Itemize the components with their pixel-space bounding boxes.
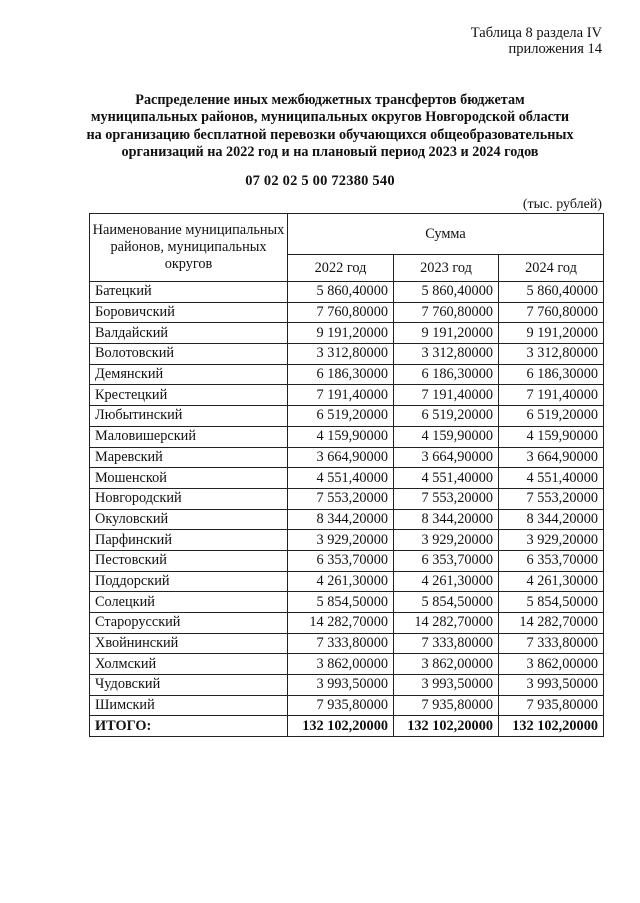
amount-2022: 3 929,20000 [288, 530, 394, 551]
title-line: на организацию бесплатной перевозки обучающихся общеобразовательных [86, 126, 574, 143]
amount-2022: 132 102,20000 [288, 716, 394, 737]
column-header-year: 2023 год [394, 255, 499, 282]
document-title [60, 92, 600, 161]
amount-2023: 3 993,50000 [394, 675, 499, 696]
municipality-name: ИТОГО: [90, 716, 288, 737]
amount-2022: 4 551,40000 [288, 468, 394, 489]
amount-2023: 4 551,40000 [394, 468, 499, 489]
amount-2022: 6 186,30000 [288, 364, 394, 385]
amount-2024: 6 186,30000 [499, 364, 604, 385]
table-row [90, 654, 604, 675]
amount-2022: 3 993,50000 [288, 675, 394, 696]
municipality-name: Шимский [90, 695, 288, 716]
amount-2023: 6 353,70000 [394, 550, 499, 571]
amount-2024: 5 860,40000 [499, 282, 604, 303]
table-row [90, 509, 604, 530]
column-header-municipality: Наименование муниципальных районов, муниципальных округов [90, 214, 288, 282]
column-header-sum: Сумма [288, 214, 604, 255]
amount-2023: 8 344,20000 [394, 509, 499, 530]
amount-2024: 7 191,40000 [499, 385, 604, 406]
amount-2022: 7 191,40000 [288, 385, 394, 406]
amount-2022: 6 519,20000 [288, 406, 394, 427]
title-line: муниципальных районов, муниципальных округов Новгородской области [90, 109, 570, 126]
amount-2022: 14 282,70000 [288, 613, 394, 634]
amount-2022: 7 760,80000 [288, 302, 394, 323]
amount-2024: 9 191,20000 [499, 323, 604, 344]
amount-2022: 6 353,70000 [288, 550, 394, 571]
amount-2022: 3 862,00000 [288, 654, 394, 675]
amount-2023: 5 860,40000 [394, 282, 499, 303]
table-row [90, 364, 604, 385]
amount-2023: 3 312,80000 [394, 344, 499, 365]
amount-2024: 4 551,40000 [499, 468, 604, 489]
amount-2023: 132 102,20000 [394, 716, 499, 737]
amount-2023: 4 159,90000 [394, 426, 499, 447]
table-row [90, 571, 604, 592]
amount-2023: 7 760,80000 [394, 302, 499, 323]
municipality-name: Парфинский [90, 530, 288, 551]
amount-2024: 3 312,80000 [499, 344, 604, 365]
amount-2023: 6 186,30000 [394, 364, 499, 385]
amount-2024: 14 282,70000 [499, 613, 604, 634]
amount-2024: 5 854,50000 [499, 592, 604, 613]
table-row [90, 613, 604, 634]
column-header-year: 2024 год [499, 255, 604, 282]
table-row [90, 675, 604, 696]
amount-2023: 7 553,20000 [394, 488, 499, 509]
municipality-name: Мошенской [90, 468, 288, 489]
amount-2022: 8 344,20000 [288, 509, 394, 530]
amount-2024: 7 333,80000 [499, 633, 604, 654]
table-row [90, 426, 604, 447]
municipality-name: Поддорский [90, 571, 288, 592]
title-line: Распределение иных межбюджетных трансфертов бюджетам [135, 92, 525, 108]
amount-2023: 6 519,20000 [394, 406, 499, 427]
municipality-name: Батецкий [90, 282, 288, 303]
municipality-name: Боровичский [90, 302, 288, 323]
municipality-name: Солецкий [90, 592, 288, 613]
amount-2023: 14 282,70000 [394, 613, 499, 634]
municipality-name: Крестецкий [90, 385, 288, 406]
amount-2022: 7 935,80000 [288, 695, 394, 716]
amount-2024: 6 519,20000 [499, 406, 604, 427]
amount-2024: 3 929,20000 [499, 530, 604, 551]
table-body [90, 282, 604, 737]
amount-2023: 7 333,80000 [394, 633, 499, 654]
table-row [90, 488, 604, 509]
allocation-table [89, 213, 604, 737]
amount-2023: 5 854,50000 [394, 592, 499, 613]
amount-2022: 7 333,80000 [288, 633, 394, 654]
amount-2024: 6 353,70000 [499, 550, 604, 571]
amount-2024: 7 553,20000 [499, 488, 604, 509]
table-row [90, 406, 604, 427]
document-reference [471, 25, 602, 57]
amount-2024: 8 344,20000 [499, 509, 604, 530]
amount-2023: 3 929,20000 [394, 530, 499, 551]
amount-2024: 3 664,90000 [499, 447, 604, 468]
table-row [90, 530, 604, 551]
municipality-name: Демянский [90, 364, 288, 385]
table-reference: Таблица 8 раздела IV [470, 25, 602, 41]
municipality-name: Окуловский [90, 509, 288, 530]
amount-2022: 4 261,30000 [288, 571, 394, 592]
municipality-name: Волотовский [90, 344, 288, 365]
budget-classification-code: 07 02 02 5 00 72380 540 [245, 173, 395, 189]
table-row [90, 385, 604, 406]
total-row [90, 716, 604, 737]
amount-2024: 3 862,00000 [499, 654, 604, 675]
units-label: (тыс. рублей) [522, 197, 602, 212]
municipality-name: Чудовский [90, 675, 288, 696]
amount-2024: 132 102,20000 [499, 716, 604, 737]
table-row [90, 447, 604, 468]
amount-2022: 9 191,20000 [288, 323, 394, 344]
amount-2023: 9 191,20000 [394, 323, 499, 344]
table-row [90, 323, 604, 344]
table-row [90, 468, 604, 489]
municipality-name: Маревский [90, 447, 288, 468]
municipality-name: Холмский [90, 654, 288, 675]
amount-2022: 3 312,80000 [288, 344, 394, 365]
amount-2022: 7 553,20000 [288, 488, 394, 509]
table-row [90, 695, 604, 716]
column-header-year: 2022 год [288, 255, 394, 282]
amount-2024: 3 993,50000 [499, 675, 604, 696]
amount-2024: 4 261,30000 [499, 571, 604, 592]
municipality-name: Новгородский [90, 488, 288, 509]
amount-2024: 7 760,80000 [499, 302, 604, 323]
municipality-name: Пестовский [90, 550, 288, 571]
amount-2022: 4 159,90000 [288, 426, 394, 447]
table-row [90, 592, 604, 613]
title-line: организаций на 2022 год и на плановый период 2023 и 2024 годов [121, 143, 539, 160]
municipality-name: Маловишерский [90, 426, 288, 447]
table-row [90, 282, 604, 303]
amount-2023: 7 935,80000 [394, 695, 499, 716]
amount-2022: 5 860,40000 [288, 282, 394, 303]
table-row [90, 550, 604, 571]
amount-2023: 3 862,00000 [394, 654, 499, 675]
amount-2022: 3 664,90000 [288, 447, 394, 468]
municipality-name: Старорусский [90, 613, 288, 634]
municipality-name: Любытинский [90, 406, 288, 427]
amount-2024: 7 935,80000 [499, 695, 604, 716]
amount-2023: 3 664,90000 [394, 447, 499, 468]
municipality-name: Хвойнинский [90, 633, 288, 654]
amount-2023: 7 191,40000 [394, 385, 499, 406]
amount-2023: 4 261,30000 [394, 571, 499, 592]
amount-2022: 5 854,50000 [288, 592, 394, 613]
appendix-reference: приложения 14 [508, 41, 602, 57]
municipality-name: Валдайский [90, 323, 288, 344]
amount-2024: 4 159,90000 [499, 426, 604, 447]
table-row [90, 633, 604, 654]
table-row [90, 302, 604, 323]
table-row [90, 344, 604, 365]
